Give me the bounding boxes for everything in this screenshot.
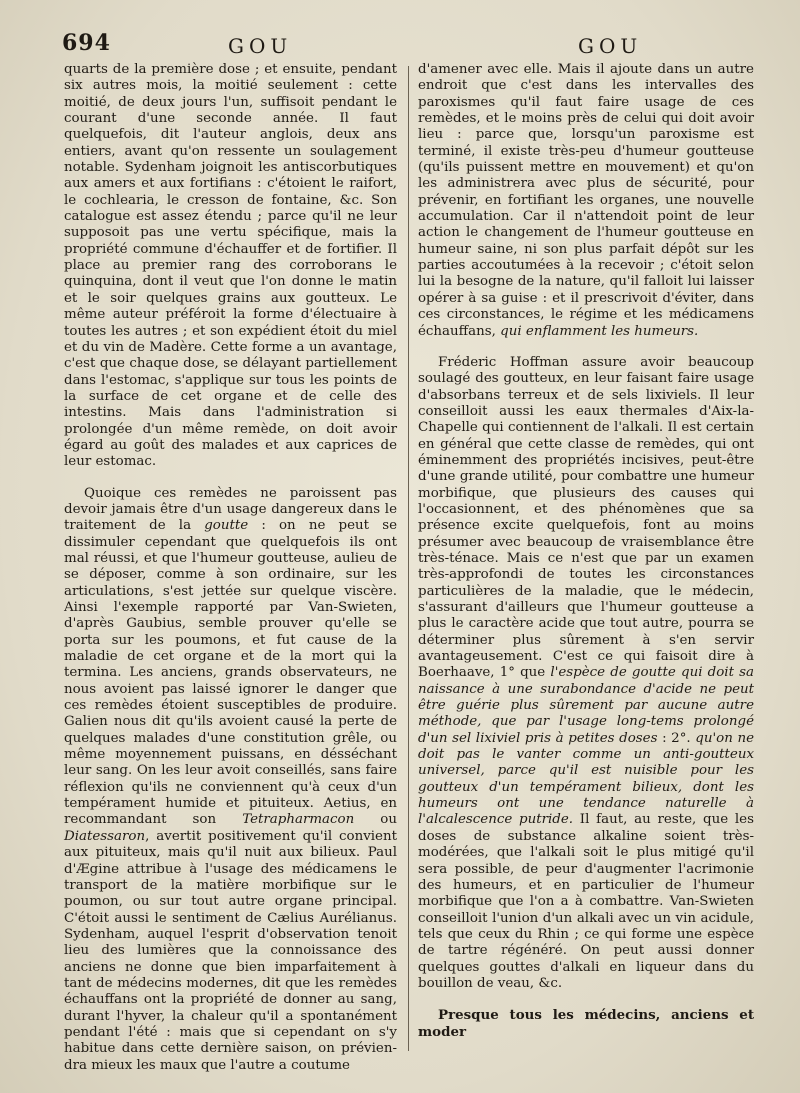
running-head-right: GOU — [578, 34, 643, 58]
running-head-left: GOU — [228, 34, 293, 58]
text-segment: Quoique ces remèdes ne paroissent pas devoir jamais être d'un usage dangereux dans le traitement de la — [64, 485, 397, 534]
column-divider — [408, 66, 409, 1051]
right-column — [418, 62, 754, 1040]
italic-term-diatessaron: Diatessaron — [64, 828, 146, 844]
italic-quote-boerhaave-1: l'espèce de goutte qui doit sa naissance à une surabondance d'acide ne peut être guérie plus sûrement par aucune autre méthode, que par l'usage long-tems prolongé d'un sel lixiviel pris à petites doses — [418, 665, 754, 746]
text-segment: d'amener avec elle. Mais il ajoute dans un autre endroit que c'est dans les intervalles des paroxismes qu'il faut faire usage de ces remèdes, et le moins près de celui qui doit avoir lieu : parce que, lorsqu'un paroxisme est terminé, il existe très-peu d'humeur goutteuse (qu'ils puissent mettre en mouvement) et qu'on les administrera avec plus de sécurité, pour prévenir, en fortifiant les organes, une nouvelle accumulation. Car il n'attendoit point de leur action le changement de l'humeur goutteuse en humeur saine, ni son plus parfait dépôt sur les parties accoutumées à la recevoir ; c'étoit selon lui la besogne de la nature, qu'il falloit lui laisser opérer à sa guise : et il prescrivoit d'éviter, dans ces circonstances, le régime et les médicamens échauffans, — [418, 62, 754, 339]
text-segment: : 2°. — [657, 730, 696, 746]
text-segment: Il faut, au reste, que les doses de substance alkaline soient très-modérées, que l'alkali soit le plus mitigé qu'il sera possible, de peur d'augmenter l'acrimonie des humeurs, et en particulier de l'humeur morbifique que l'on a à combattre. Van-Swieten conseilloit l'union d'un alkali avec un vin acidule, tels que ceux du Rhin ; ce qui forme une espèce de tartre régénéré. On peut aussi donner quelques gouttes d'alkali en liqueur dans du bouillon de veau, &c. — [418, 812, 754, 991]
right-paragraph-2 — [418, 355, 754, 992]
text-segment: ou — [354, 812, 397, 828]
left-column — [64, 62, 397, 1074]
italic-quote-boerhaave-2: qu'on ne doit pas le vanter comme un anti-goutteux universel, parce qu'il est nuisible pour les goutteux d'un tempérament bilieux, dont les humeurs ont une tendance naturelle à l'alcalescence putride. — [418, 730, 754, 828]
text-segment: , avertit positivement qu'il convient aux pituiteux, mais qu'il nuit aux bilieux. Paul d'Ægine attribue à l'usage des médicamens le transport de la matière morbifique sur le poumon, ou sur tout autre organe principal. C'étoit aussi le sentiment de Cælius Aurélianus. Sydenham, auquel l'esprit d'observation tenoit lieu des lumières que la connoissance des anciens ne donne que bien imparfaitement à tant de médecins modernes, dit que les remèdes échauffans ont la propriété de donner au sang, durant l'hyver, la chaleur qu'il a spontanément pendant l'été : mais que si cependant on s'y habitue dans cette dernière saison, on préviendra mieux les maux que l'autre a coutume — [64, 828, 397, 1073]
right-paragraph-3-start: Presque tous les médecins, anciens et moder — [418, 1007, 754, 1040]
text-segment: : on ne peut se dissimuler cependant que quelquefois ils ont mal réussi, et que l'humeur goutteuse, aulieu de se déposer, comme à son ordinaire, sur les articulations, s'est jettée sur quelque viscère. Ainsi l'exemple rapporté par Van-Swieten, d'après Gaubius, semble prouver qu'elle se porta sur les poumons, et fut cause de la maladie de cet organe et de la mort qui la termina. Les anciens, grands observateurs, ne nous avoient pas laissé ignorer le danger que ces remèdes étoient susceptibles de produire. Galien nous dit qu'ils avoient causé la perte de quelques malades d'une constitution grêle, ou même moyennement puissans, en désséchant leur sang. On les leur avoit conseillés, sans faire réflexion qu'ils ne conviennent qu'à ceux d'un tempérament humide et pituiteux. Aetius, en recommandant son — [64, 518, 398, 828]
left-paragraph-1: quarts de la première dose ; et ensuite, pendant six autres mois, la moitié seulement : cette moitié, de deux jours l'un, suffisoit pendant le courant d'une seconde année. Il faut quelquefois, dit l'auteur anglois, deux ans entiers, avant qu'on ressente un soulagement notable. Sydenham joignoit les antiscorbutiques aux amers et aux fortifians : c'étoient le raifort, le cochlearia, le cresson de fontaine, &c. Son catalogue est assez étendu ; parce qu'il ne leur supposoit pas une vertu spécifique, mais la propriété commune d'échauffer et de fortifier. Il place au premier rang des corroborans le quinquina, dont il veut que l'on donne le matin et le soir quelques grains aux goutteux. Le même auteur préféroit la forme d'électuaire à toutes les autres ; et son expédient étoit du miel et du vin de Madère. Cette forme a un avantage, c'est que chaque dose, se délayant partiellement dans l'estomac, s'applique sur tous les points de la surface de cet organe et de celle des intestins. Mais dans l'administration si prolongée d'un même remède, on doit avoir égard au goût des malades et aux caprices de leur estomac. — [64, 62, 397, 470]
page-header — [0, 30, 800, 60]
text-segment: Fréderic Hoffman assure avoir beaucoup soulagé des goutteux, en leur faisant faire usage d'absorbans terreux et de sels lixiviels. Il leur conseilloit aussi les eaux thermales d'Aix-la-Chapelle qui contiennent de l'alkali. Il est certain en général que cette classe de remèdes, qui ont éminemment des propriétés incisives, peut-être d'une grande utilité, pour combattre une humeur morbifique, que plusieurs des causes qui l'occasionnent, et des phénomènes que sa présence excite quelquefois, font au moins présumer avec beaucoup de vraisemblance être très-ténace. Mais ce n'est que par un examen très-approfondi de toutes les circonstances particulières de la maladie, que le médecin, s'assurant d'ailleurs que l'humeur goutteuse a plus le caractère acide que tout autre, pourra se déterminer plus sûrement à s'en servir avantageusement. C'est ce qui faisoit dire à Boerhaave, 1° que — [418, 354, 754, 681]
italic-term-tetrapharmacon: Tetrapharmacon — [242, 812, 355, 828]
italic-term-goutte: goutte — [204, 518, 249, 534]
left-paragraph-2 — [64, 486, 397, 1074]
page-number: 694 — [62, 30, 111, 56]
italic-quote: qui enflamment les humeurs. — [500, 323, 699, 339]
right-paragraph-1 — [418, 62, 754, 340]
